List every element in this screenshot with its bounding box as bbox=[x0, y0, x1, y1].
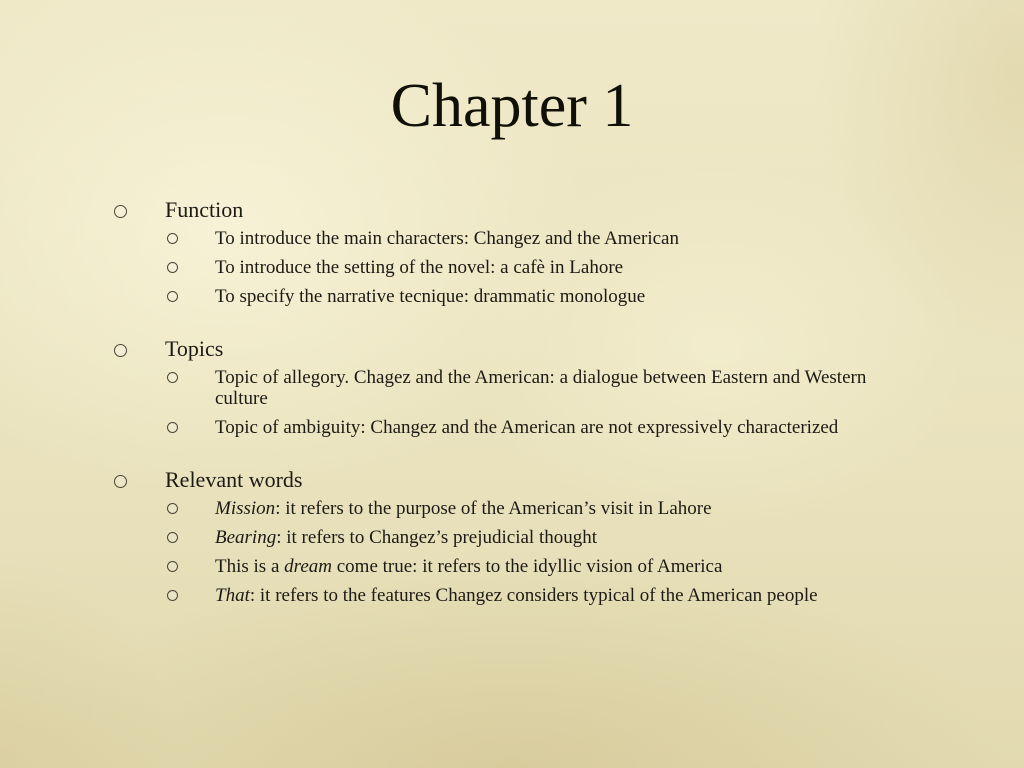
keyword: Mission bbox=[215, 498, 276, 519]
section-function bbox=[112, 196, 912, 307]
circle-bullet-icon bbox=[167, 561, 178, 572]
circle-bullet-icon bbox=[114, 205, 127, 218]
section-relevant-words bbox=[112, 466, 912, 606]
sub-bullet-item bbox=[165, 527, 912, 548]
keyword: That bbox=[215, 585, 250, 606]
circle-bullet-icon bbox=[167, 262, 178, 273]
sub-bullet-text: : it refers to the purpose of the American’s visit in Lahore bbox=[275, 498, 712, 519]
sub-bullet-item bbox=[165, 498, 912, 519]
sub-bullet-text: come true: it refers to the idyllic vision of America bbox=[331, 556, 723, 577]
circle-bullet-icon bbox=[114, 475, 127, 488]
sub-bullet-item bbox=[165, 585, 912, 606]
section-heading: Topics bbox=[165, 336, 224, 361]
keyword: Bearing bbox=[215, 527, 277, 548]
sub-bullet-item bbox=[165, 417, 912, 438]
sub-bullet-text: To introduce the main characters: Changez and the American bbox=[215, 228, 679, 249]
circle-bullet-icon bbox=[167, 233, 178, 244]
sub-bullet-text: Topic of ambiguity: Changez and the American are not expressively characterized bbox=[215, 417, 839, 438]
sub-bullet-text: To specify the narrative tecnique: drammatic monologue bbox=[215, 286, 646, 307]
bullet-list bbox=[112, 196, 912, 634]
sub-bullet-text: : it refers to the features Changez considers typical of the American people bbox=[249, 585, 818, 606]
sub-bullet-item bbox=[165, 367, 912, 409]
circle-bullet-icon bbox=[167, 532, 178, 543]
circle-bullet-icon bbox=[167, 372, 178, 383]
section-heading: Function bbox=[165, 197, 244, 222]
circle-bullet-icon bbox=[167, 422, 178, 433]
bullet-item bbox=[112, 196, 912, 224]
sub-bullet-item bbox=[165, 286, 912, 307]
circle-bullet-icon bbox=[167, 291, 178, 302]
sub-bullet-text-pre: This is a bbox=[215, 556, 285, 577]
section-heading: Relevant words bbox=[165, 467, 303, 492]
sub-bullet-text: : it refers to Changez’s prejudicial thought bbox=[276, 527, 598, 548]
circle-bullet-icon bbox=[167, 590, 178, 601]
keyword: dream bbox=[284, 556, 332, 577]
section-topics bbox=[112, 335, 912, 438]
sub-bullet-text: To introduce the setting of the novel: a cafè in Lahore bbox=[215, 257, 624, 278]
bullet-item bbox=[112, 466, 912, 494]
slide-title: Chapter 1 bbox=[390, 72, 634, 140]
sub-bullet-item bbox=[165, 228, 912, 249]
bullet-item bbox=[112, 335, 912, 363]
sub-bullet-item bbox=[165, 257, 912, 278]
circle-bullet-icon bbox=[114, 344, 127, 357]
sub-bullet-item bbox=[165, 556, 912, 577]
circle-bullet-icon bbox=[167, 503, 178, 514]
sub-bullet-text: Topic of allegory. Chagez and the American: a dialogue between Eastern and Western culture bbox=[215, 367, 867, 409]
